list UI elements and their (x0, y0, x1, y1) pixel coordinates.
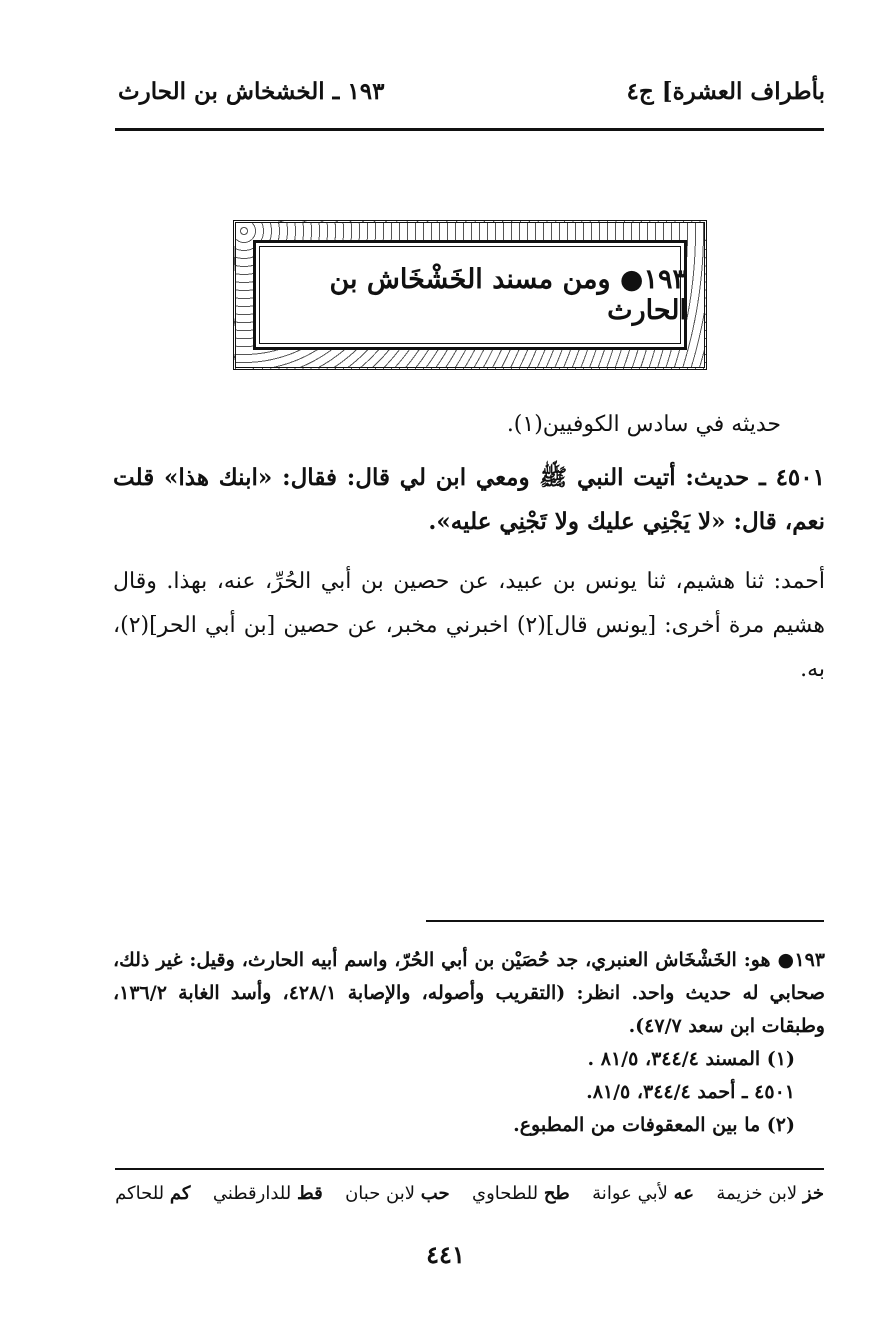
abbreviation-entry: قط للدارقطني (212, 1183, 323, 1204)
abbreviation-entry: خز لابن خزيمة (716, 1183, 824, 1204)
footnotes (113, 944, 825, 1142)
footnote-item: (٢) ما بين المعقوفات من المطبوع. (513, 1114, 795, 1136)
header-rule (115, 128, 824, 131)
abbreviations-key (115, 1183, 824, 1204)
running-header-right: بأطراف العشرة] ج٤ (626, 78, 825, 105)
footnote-item: ٤٥٠١ ـ أحمد ٣٤٤/٤، ٨١/٥. (586, 1081, 795, 1103)
abbreviation-entry: عه لأبي عوانة (592, 1183, 694, 1204)
footnote-item: (١) المسند ٣٤٤/٤، ٨١/٥ . (587, 1048, 795, 1070)
footnote-rule (426, 920, 824, 922)
page-number: ٤٤١ (426, 1240, 465, 1269)
hadith-text: ٤٥٠١ ـ حديث: أتيت النبي ﷺ ومعي ابن لي قال: فقال: «ابنك هذا» قلت نعم، قال: «لا يَجْنِي عليك ولا تَجْنِي عليه». (113, 464, 825, 535)
intro-line: حديثه في سادس الكوفيين(١). (506, 412, 781, 437)
abbreviations-rule (115, 1168, 824, 1170)
running-header-left: ١٩٣ ـ الخشخاش بن الحارث (118, 78, 385, 105)
abbreviation-entry: طح للطحاوي (471, 1183, 570, 1204)
footnote-main: ١٩٣● هو: الخَشْخَاش العنبري، جد حُصَيْن بن أبي الحُرّ، واسم أبيه الحارث، وقيل: غير ذلك، صحابي له حديث واحد. انظر: (التقريب وأصوله، والإصابة ٤٢٨/١، وأسد الغابة ١٣٦/٢، وطبقات ابن سعد ٤٧/٧). (113, 949, 825, 1037)
isnad-text: أحمد: ثنا هشيم، ثنا يونس بن عبيد، عن حصين بن أبي الحُرِّ، عنه، بهذا. وقال هشيم مرة أخرى: [يونس قال](٢) اخبرني مخبر، عن حصين [بن أبي الحر](٢)، به. (113, 569, 825, 682)
abbreviation-entry: كم للحاكم (115, 1183, 191, 1204)
section-title: ١٩٣● ومن مسند الخَشْخَاش بن الحارث (329, 264, 687, 326)
abbreviation-entry: حب لابن حبان (345, 1183, 450, 1204)
